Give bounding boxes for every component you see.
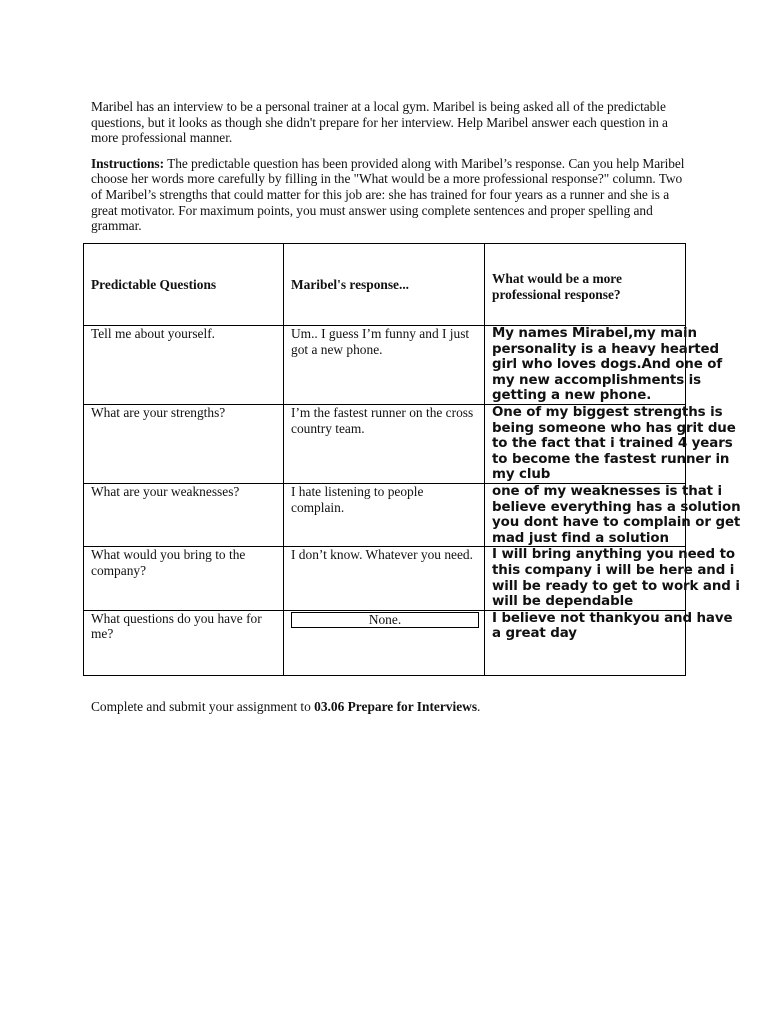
question-cell: Tell me about yourself. [84,326,284,405]
intro-paragraph: Maribel has an interview to be a personal trainer at a local gym. Maribel is being asked all of the predictable questions, but it looks as though she didn't prepare for her interview. Help Maribel answer each question in a more professional manner. [91,99,668,146]
interview-table [83,243,741,676]
answer-line: girl who loves dogs.And one of [492,357,723,373]
professional-response-cell[interactable] [485,610,733,675]
professional-response-cell[interactable] [485,326,723,405]
table-header-row [84,244,686,326]
maribel-response-cell: I don’t know. Whatever you need. [284,547,485,610]
answer-line: being someone who has grit due [492,420,736,436]
answer-line: a great day [492,626,577,642]
maribel-response-cell: I’m the fastest runner on the cross country team. [284,404,485,483]
answer-line: getting a new phone. [492,388,652,404]
answer-line: will be ready to get to work and i [492,578,740,594]
answer-line: to the fact that i trained 4 years [492,436,733,452]
table-row [84,483,686,546]
answer-line: one of my weaknesses is that i [492,483,723,499]
table-row [84,404,686,483]
maribel-response-cell: Um.. I guess I’m funny and I just got a new phone. [284,326,485,405]
assignment-name: 03.06 Prepare for Interviews [314,699,478,714]
table-row [84,547,686,610]
submission-suffix: . [477,699,481,714]
answer-line: I will bring anything you need to [492,547,735,563]
submission-prefix: Complete and submit your assignment to [91,699,315,714]
answer-line: my new accomplishments is [492,372,701,388]
answer-line: my club [492,467,551,483]
answer-line: My names Mirabel,my main [492,326,697,341]
professional-response-cell[interactable] [485,483,741,546]
answer-line: you dont have to complain or get [492,515,741,531]
answer-line: this company i will be here and i [492,562,735,578]
professional-response-cell[interactable] [485,547,740,610]
answer-line: believe everything has a solution [492,499,741,515]
professional-response-cell[interactable] [485,404,736,483]
question-cell: What questions do you have for me? [84,610,284,675]
question-cell: What are your weaknesses? [84,483,284,546]
answer-line: personality is a heavy hearted [492,341,719,357]
submission-note [91,699,480,715]
maribel-response-cell: I hate listening to people complain. [284,483,485,546]
answer-line: One of my biggest strengths is [492,404,723,420]
header-maribel-response: Maribel's response... [284,244,485,326]
none-text-box[interactable]: None. [291,612,479,628]
instructions-text: The predictable question has been provided along with Maribel’s response. Can you help Maribel choose her words more carefully by filling in the "What would be a more professional response?" column. Two of Maribel’s strengths that could matter for this job are: she has trained for four years as a runner and she is a great motivator. For maximum points, you must answer using complete sentences and proper spelling and grammar. [91,155,685,234]
table-row [84,326,686,405]
question-cell: What would you bring to the company? [84,547,284,610]
answer-line: will be dependable [492,594,634,610]
question-cell: What are your strengths? [84,404,284,483]
header-predictable-questions: Predictable Questions [84,244,284,326]
answer-line: to become the fastest runner in [492,451,730,467]
instructions-paragraph [91,156,691,234]
instructions-label: Instructions: [91,155,165,171]
table-row [84,610,686,675]
answer-line: mad just find a solution [492,530,669,546]
maribel-response-cell [284,610,485,675]
answer-line: I believe not thankyou and have [492,610,733,626]
header-professional-response: What would be a more professional response? [485,244,686,326]
document-body [91,99,691,234]
